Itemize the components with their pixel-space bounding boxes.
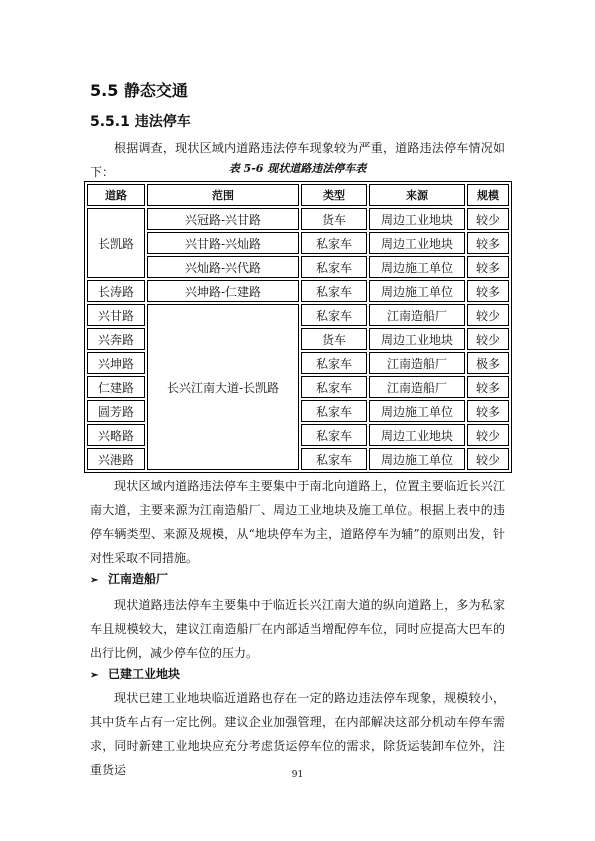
- subsection-heading: 5.5.1 违法停车: [90, 114, 191, 130]
- cell-road: 兴甘路: [87, 304, 145, 326]
- shipyard-paragraph: 现状道路违法停车主要集中于临近长兴江南大道的纵向道路上，多为私家车且规模较大，建议江南造船厂在内部适当增配停车位，同时应提高大巴车的出行比例，减少停车位的压力。: [90, 598, 505, 660]
- cell-source: 江南造船厂: [369, 376, 465, 398]
- cell-range: 兴坤路-仁建路: [147, 280, 299, 302]
- cell-scale: 较多: [467, 400, 509, 422]
- table-row: [87, 232, 509, 254]
- header-road: 道路: [87, 184, 145, 206]
- cell-road: 长涛路: [87, 280, 145, 302]
- table-row: [87, 304, 509, 326]
- bullet-title: 江南造船厂: [108, 572, 169, 586]
- cell-type: 私家车: [301, 352, 367, 374]
- cell-range: 兴冠路-兴甘路: [147, 208, 299, 230]
- table-row: [87, 280, 509, 302]
- header-source: 来源: [369, 184, 465, 206]
- cell-type: 私家车: [301, 448, 367, 470]
- cell-type: 货车: [301, 328, 367, 350]
- table-row: [87, 256, 509, 278]
- cell-scale: 较少: [467, 304, 509, 326]
- table-row: [87, 208, 509, 230]
- cell-source: 周边工业地块: [369, 208, 465, 230]
- cell-range-shared: 长兴江南大道-长凯路: [147, 304, 299, 470]
- cell-source: 周边施工单位: [369, 256, 465, 278]
- intro-paragraph: 根据调查，现状区域内道路违法停车现象较为严重，道路违法停车情况如下：: [90, 141, 505, 179]
- cell-scale: 较少: [467, 448, 509, 470]
- header-scale: 规模: [467, 184, 509, 206]
- cell-scale: 较少: [467, 424, 509, 446]
- cell-range: 兴灿路-兴代路: [147, 256, 299, 278]
- cell-type: 私家车: [301, 280, 367, 302]
- bullet-title: 已建工业地块: [108, 667, 181, 681]
- cell-scale: 较多: [467, 376, 509, 398]
- cell-type: 私家车: [301, 256, 367, 278]
- cell-source: 江南造船厂: [369, 352, 465, 374]
- cell-road: 兴港路: [87, 448, 145, 470]
- cell-type: 私家车: [301, 376, 367, 398]
- cell-source: 周边施工单位: [369, 400, 465, 422]
- summary-paragraph: 现状区域内道路违法停车主要集中于南北向道路上，位置主要临近长兴江南大道，主要来源为江南造船厂、周边工业地块及施工单位。根据上表中的违停车辆类型、来源及规模，从“地块停车为主，道路停车为辅”的原则出发，针对性采取不同措施。: [90, 479, 505, 565]
- cell-road: 仁建路: [87, 376, 145, 398]
- cell-road: 兴略路: [87, 424, 145, 446]
- cell-type: 私家车: [301, 232, 367, 254]
- cell-type: 私家车: [301, 304, 367, 326]
- cell-scale: 较多: [467, 256, 509, 278]
- cell-source: 周边工业地块: [369, 232, 465, 254]
- arrow-bullet-icon: ➢: [90, 575, 99, 586]
- cell-source: 江南造船厂: [369, 304, 465, 326]
- table-header-row: [87, 184, 509, 206]
- cell-scale: 较多: [467, 232, 509, 254]
- industrial-paragraph: 现状已建工业地块临近道路也存在一定的路边违法停车现象，规模较小，其中货车占有一定比例。建议企业加强管理，在内部解决这部分机动车停车需求，同时新建工业地块应充分考虑货运停车位的需求，除货运装卸车位外，注重货运: [90, 691, 505, 777]
- bullet-industrial: [90, 665, 180, 682]
- cell-type: 私家车: [301, 400, 367, 422]
- arrow-bullet-icon: ➢: [90, 670, 99, 681]
- cell-road: 兴奔路: [87, 328, 145, 350]
- table-caption: 表 5-6 现状道路违法停车表: [228, 162, 367, 175]
- section-heading: 5.5 静态交通: [90, 81, 188, 100]
- cell-source: 周边施工单位: [369, 280, 465, 302]
- cell-type: 货车: [301, 208, 367, 230]
- bullet-shipyard: [90, 570, 168, 587]
- cell-source: 周边工业地块: [369, 424, 465, 446]
- cell-type: 私家车: [301, 424, 367, 446]
- cell-scale: 较多: [467, 280, 509, 302]
- cell-scale: 极多: [467, 352, 509, 374]
- cell-range: 兴甘路-兴灿路: [147, 232, 299, 254]
- header-range: 范围: [147, 184, 299, 206]
- cell-road: 长凯路: [87, 208, 145, 278]
- header-type: 类型: [301, 184, 367, 206]
- illegal-parking-table: [84, 181, 512, 473]
- cell-source: 周边工业地块: [369, 328, 465, 350]
- cell-road: 圆芳路: [87, 400, 145, 422]
- cell-scale: 较少: [467, 208, 509, 230]
- cell-road: 兴坤路: [87, 352, 145, 374]
- page-number: 91: [291, 770, 304, 780]
- cell-source: 周边施工单位: [369, 448, 465, 470]
- cell-scale: 较少: [467, 328, 509, 350]
